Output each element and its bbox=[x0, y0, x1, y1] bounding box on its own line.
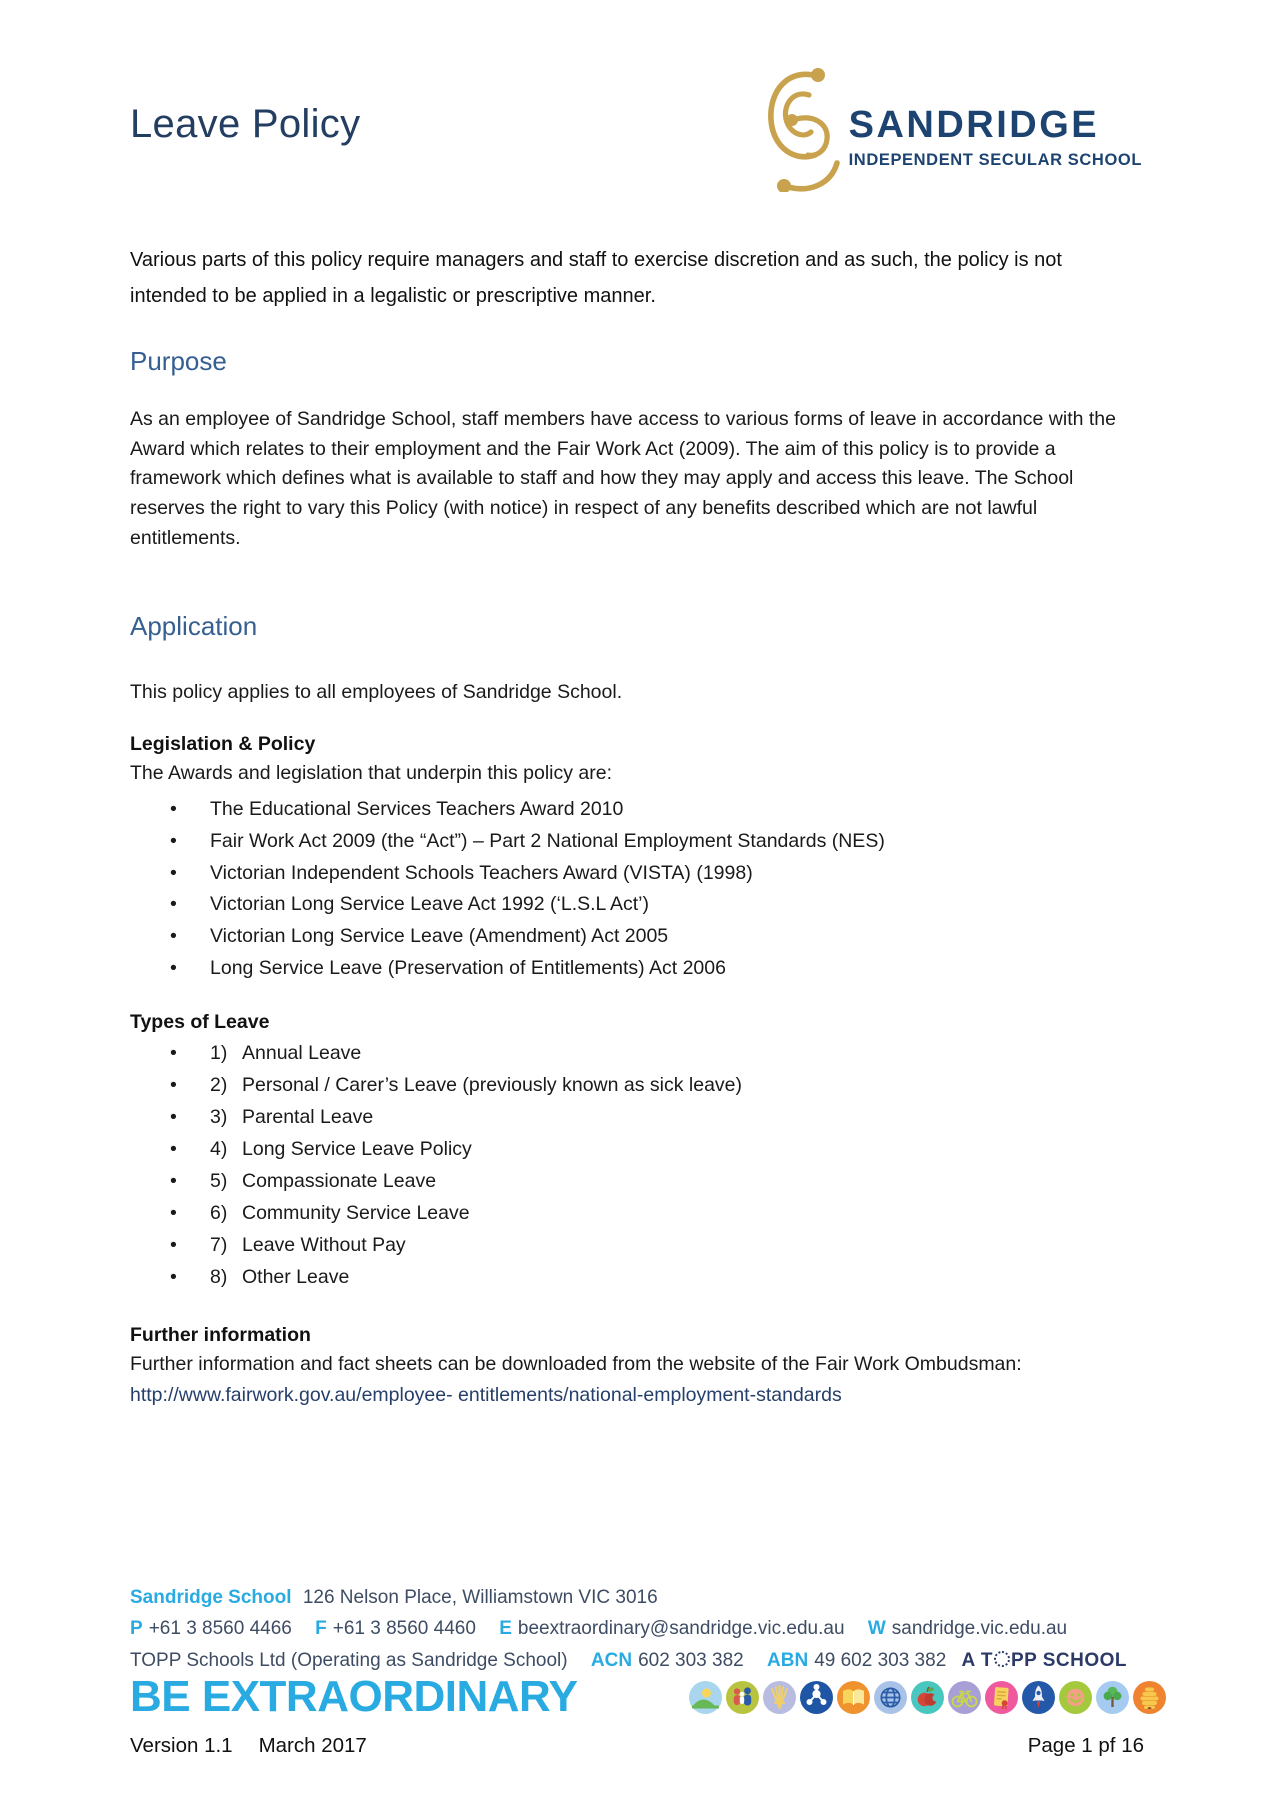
bullet-icon bbox=[170, 1198, 210, 1230]
abn-number: 49 602 303 382 bbox=[814, 1649, 947, 1671]
list-item-label: Other Leave bbox=[242, 1266, 350, 1289]
bullet-icon bbox=[170, 1102, 210, 1134]
rocket-icon bbox=[1022, 1681, 1055, 1714]
list-item-label: Compassionate Leave bbox=[242, 1170, 437, 1193]
application-heading: Application bbox=[130, 611, 258, 642]
phone-label: P bbox=[130, 1618, 143, 1640]
legislation-heading: Legislation & Policy bbox=[130, 733, 316, 756]
list-item bbox=[130, 794, 1142, 826]
bullet-icon bbox=[170, 1134, 210, 1166]
swirl-logo-icon bbox=[745, 62, 841, 192]
value-icons-row bbox=[689, 1681, 1166, 1714]
fax-number: +61 3 8560 4460 bbox=[332, 1618, 476, 1640]
bullet-icon bbox=[170, 1166, 210, 1198]
topp-o-icon bbox=[994, 1651, 1010, 1667]
book-icon bbox=[837, 1681, 870, 1714]
list-item-number: 1) bbox=[210, 1042, 228, 1065]
logo-text bbox=[849, 106, 1142, 170]
list-item-label: The Educational Services Teachers Award 2010 bbox=[210, 797, 624, 820]
list-item bbox=[130, 953, 1142, 985]
bullet-icon bbox=[170, 1230, 210, 1262]
certificate-icon bbox=[985, 1681, 1018, 1714]
list-item-label: Parental Leave bbox=[242, 1106, 374, 1129]
footer-address: 126 Nelson Place, Williamstown VIC 3016 bbox=[302, 1587, 658, 1608]
tree-icon bbox=[1096, 1681, 1129, 1714]
beehive-icon bbox=[1133, 1681, 1166, 1714]
list-item-number: 8) bbox=[210, 1266, 228, 1289]
version-date: March 2017 bbox=[258, 1734, 367, 1757]
list-item-label: Community Service Leave bbox=[242, 1202, 470, 1225]
sunrise-icon bbox=[689, 1681, 722, 1714]
footer-tagline-row bbox=[130, 1672, 1166, 1722]
list-item-label: Personal / Carer’s Leave (previously known as sick leave) bbox=[242, 1074, 743, 1097]
web-label: W bbox=[867, 1618, 886, 1640]
version-label: Version 1.1 bbox=[130, 1734, 233, 1757]
company-name: TOPP Schools Ltd (Operating as Sandridge School) bbox=[130, 1649, 568, 1671]
list-item-number: 3) bbox=[210, 1106, 228, 1129]
intro-paragraph: Various parts of this policy require managers and staff to exercise discretion and as such, the policy is not intended to be applied in a legalistic or prescriptive manner. bbox=[130, 249, 1062, 307]
logo-name: SANDRIDGE bbox=[848, 104, 1100, 146]
acn-label: ACN bbox=[590, 1649, 633, 1671]
header bbox=[130, 62, 1142, 194]
smiley-icon bbox=[1059, 1681, 1092, 1714]
bullet-icon bbox=[170, 921, 210, 953]
list-item bbox=[130, 1262, 1142, 1294]
fax-label: F bbox=[315, 1618, 327, 1640]
list-item bbox=[130, 1198, 1142, 1230]
school-logo bbox=[745, 62, 1142, 192]
list-item-label: Long Service Leave Policy bbox=[242, 1138, 472, 1161]
bullet-icon bbox=[170, 1038, 210, 1070]
footer-address-row bbox=[130, 1583, 1127, 1613]
footer-contact-block bbox=[130, 1583, 1127, 1677]
page-number: Page 1 pf 16 bbox=[1027, 1734, 1144, 1757]
page-title: Leave Policy bbox=[130, 102, 361, 146]
acn-number: 602 303 382 bbox=[638, 1649, 744, 1671]
list-item-number: 2) bbox=[210, 1074, 228, 1097]
list-item bbox=[130, 1102, 1142, 1134]
further-info-heading: Further information bbox=[130, 1324, 311, 1347]
legislation-list bbox=[130, 794, 1142, 986]
phone-number: +61 3 8560 4466 bbox=[148, 1618, 292, 1640]
bullet-icon bbox=[170, 889, 210, 921]
be-extraordinary-text: BE EXTRAORDINARY bbox=[130, 1672, 578, 1721]
list-item bbox=[130, 1038, 1142, 1070]
wheat-icon bbox=[763, 1681, 796, 1714]
types-list bbox=[130, 1038, 1142, 1294]
list-item-label: Long Service Leave (Preservation of Entitlements) Act 2006 bbox=[210, 957, 726, 980]
topp-school-mark: A T PP SCHOOL bbox=[961, 1649, 1128, 1671]
bullet-icon bbox=[170, 826, 210, 858]
list-item-label: Leave Without Pay bbox=[242, 1234, 406, 1257]
list-item-number: 7) bbox=[210, 1234, 228, 1257]
list-item-label: Annual Leave bbox=[242, 1042, 362, 1065]
list-item-label: Fair Work Act 2009 (the “Act”) – Part 2 National Employment Standards (NES) bbox=[210, 829, 885, 852]
email-address[interactable]: beextraordinary@sandridge.vic.edu.au bbox=[517, 1618, 845, 1640]
further-info-body: Further information and fact sheets can be downloaded from the website of the Fair Work Ombudsman: bbox=[130, 1353, 1022, 1376]
footer-contact-row bbox=[130, 1614, 1127, 1644]
logo-tagline: INDEPENDENT SECULAR SCHOOL bbox=[848, 151, 1142, 169]
bullet-icon bbox=[170, 858, 210, 890]
list-item bbox=[130, 826, 1142, 858]
bullet-icon bbox=[170, 794, 210, 826]
list-item bbox=[130, 1166, 1142, 1198]
list-item-label: Victorian Long Service Leave Act 1992 (‘L.S.L Act’) bbox=[210, 893, 650, 916]
apple-icon bbox=[911, 1681, 944, 1714]
bullet-icon bbox=[170, 953, 210, 985]
footer-school-name: Sandridge School bbox=[130, 1587, 292, 1608]
list-item-label: Victorian Independent Schools Teachers Award (VISTA) (1998) bbox=[210, 861, 753, 884]
bullet-icon bbox=[170, 1070, 210, 1102]
abn-label: ABN bbox=[767, 1649, 809, 1671]
list-item bbox=[130, 1230, 1142, 1262]
people-icon bbox=[726, 1681, 759, 1714]
purpose-body: As an employee of Sandridge School, staff members have access to various forms of leave in accordance with the Award which relates to their employment and the Fair Work Act (2009). The aim of this policy is to provide a framework which defines what is available to staff and how they may apply and access this leave. The School reserves the right to vary this Policy (with notice) in respect of any benefits described which are not lawful entitlements. bbox=[130, 408, 1116, 549]
list-item bbox=[130, 1134, 1142, 1166]
application-body: This policy applies to all employees of Sandridge School. bbox=[130, 681, 623, 704]
web-address[interactable]: sandridge.vic.edu.au bbox=[891, 1618, 1068, 1640]
globe-icon bbox=[874, 1681, 907, 1714]
list-item-number: 5) bbox=[210, 1170, 228, 1193]
bullet-icon bbox=[170, 1262, 210, 1294]
purpose-heading: Purpose bbox=[130, 346, 227, 376]
list-item bbox=[130, 921, 1142, 953]
bicycle-icon bbox=[948, 1681, 981, 1714]
types-heading: Types of Leave bbox=[130, 1011, 270, 1034]
list-item bbox=[130, 1070, 1142, 1102]
list-item bbox=[130, 858, 1142, 890]
legislation-intro: The Awards and legislation that underpin this policy are: bbox=[130, 762, 613, 785]
list-item-number: 4) bbox=[210, 1138, 228, 1161]
list-item-label: Victorian Long Service Leave (Amendment) Act 2005 bbox=[210, 925, 669, 948]
footer-meta-row bbox=[130, 1734, 1144, 1758]
email-label: E bbox=[499, 1618, 512, 1640]
molecule-icon bbox=[800, 1681, 833, 1714]
list-item bbox=[130, 889, 1142, 921]
list-item-number: 6) bbox=[210, 1202, 228, 1225]
version-info bbox=[130, 1734, 367, 1758]
fairwork-link[interactable]: http://www.fairwork.gov.au/employee- entitlements/national-employment-standards bbox=[130, 1384, 842, 1407]
